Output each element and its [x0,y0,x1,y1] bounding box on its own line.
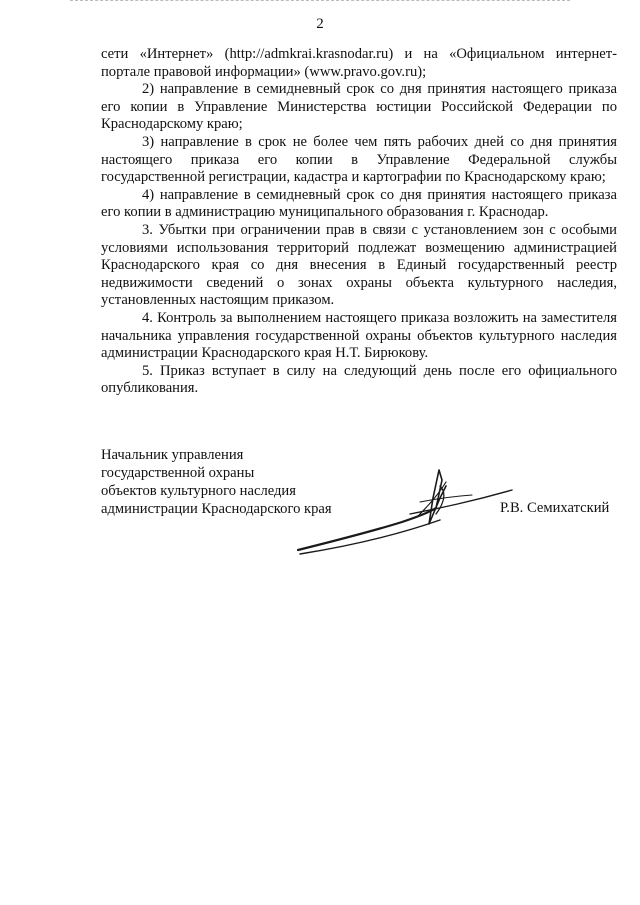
signatory-name: Р.В. Семихатский [500,500,610,516]
top-edge-rule [70,0,570,1]
paragraph-clause-3: 3. Убытки при ограничении прав в связи с установлением зон с особыми условиями использования территорий подлежат возмещению администрацией Краснодарского края со дня внесения в Единый государственный реестр недвижимости сведений о зонах охраны объекта культурного наследия, установленных настоящим приказом. [101,221,617,309]
paragraph-clause-4: 4. Контроль за выполнением настоящего приказа возложить на заместителя начальника управления государственной охраны объектов культурного наследия администрации Краснодарского края Н.Т. Бирюкову. [101,309,617,362]
paragraph-item-4: 4) направление в семидневный срок со дня принятия настоящего приказа его копии в администрацию муниципального образования г. Краснодар. [101,186,617,221]
page-number: 2 [316,16,324,32]
position-line: объектов культурного наследия [101,483,296,499]
position-line: администрации Краснодарского края [101,501,332,517]
position-line: государственной охраны [101,465,255,481]
position-line: Начальник управления [101,447,244,463]
paragraph-item-3: 3) направление в срок не более чем пять рабочих дней со дня принятия настоящего приказа его копии в Управление Федеральной службы государственной регистрации, кадастра и картографии по Краснодарскому краю; [101,133,617,186]
paragraph-item-2: 2) направление в семидневный срок со дня принятия настоящего приказа его копии в Управление Министерства юстиции Российской Федерации по Краснодарскому краю; [101,81,617,133]
paragraph-continuation: сети «Интернет» (http://admkrai.krasnodar.ru) и на «Официальном интернет-портале правовой информации» (www.pravo.gov.ru); [101,46,617,80]
order-body-text [101,46,617,398]
paragraph-clause-5: 5. Приказ вступает в силу на следующий день после его официального опубликования. [101,362,617,397]
